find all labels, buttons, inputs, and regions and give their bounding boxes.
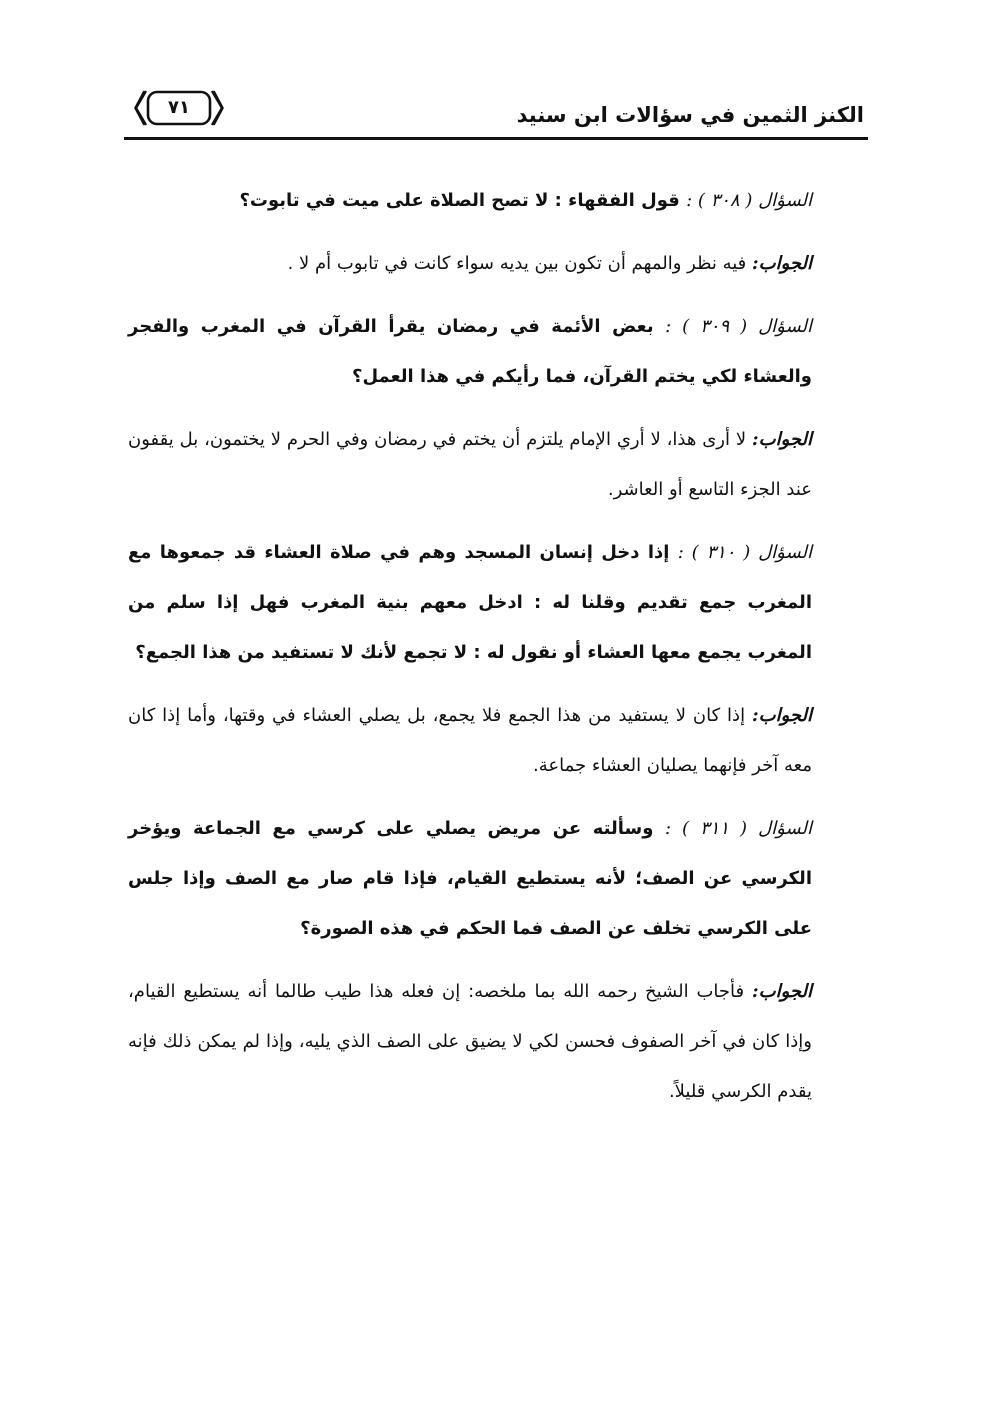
page-number-badge <box>134 88 224 128</box>
question-308 <box>128 176 864 226</box>
answer-text: فأجاب الشيخ رحمه الله بما ملخصه: إن فعله هذا طيب طالما أنه يستطيع القيام، وإذا كان في آخر الصفوف فحسن لكي لا يضيق على الصف الذي يليه، وإذا لم يمكن ذلك فإنه يقدم الكرسي قليلاً. <box>128 981 812 1102</box>
question-text: وسألته عن مريض يصلي على كرسي مع الجماعة ويؤخر الكرسي عن الصف؛ لأنه يستطيع القيام، فإذا قام صار مع الصف وإذا جلس على الكرسي تخلف عن الصف فما الحكم في هذه الصورة؟ <box>128 818 812 939</box>
page-number: ٧١ <box>168 97 190 118</box>
question-label: السؤال ( ٣٠٩ ) : <box>665 316 812 337</box>
question-311 <box>128 804 864 954</box>
question-309 <box>128 302 864 402</box>
answer-308 <box>128 239 864 289</box>
answer-label: الجواب: <box>751 705 812 726</box>
question-label: السؤال ( ٣١١ ) : <box>664 818 812 839</box>
page-header <box>124 78 868 140</box>
book-title: الكنز الثمين في سؤالات ابن سنيد <box>516 103 864 127</box>
answer-309 <box>128 415 864 515</box>
answer-text: إذا كان لا يستفيد من هذا الجمع فلا يجمع، بل يصلي العشاء في وقتها، وأما إذا كان معه آخر فإنهما يصليان العشاء جماعة. <box>128 705 812 776</box>
header-divider <box>124 137 868 140</box>
question-label: السؤال ( ٣٠٨ ) : <box>686 190 812 211</box>
question-label: السؤال ( ٣١٠ ) : <box>677 542 812 563</box>
answer-label: الجواب: <box>751 981 812 1002</box>
answer-label: الجواب: <box>752 253 812 274</box>
page-body <box>128 176 864 1130</box>
question-text: قول الفقهاء : لا تصح الصلاة على ميت في تابوت؟ <box>239 190 680 211</box>
question-text: بعض الأئمة في رمضان يقرأ القرآن في المغرب والفجر والعشاء لكي يختم القرآن، فما رأيكم في هذا العمل؟ <box>128 316 812 387</box>
answer-text: فيه نظر والمهم أن تكون بين يديه سواء كانت في تابوب أم لا . <box>287 253 747 274</box>
question-text: إذا دخل إنسان المسجد وهم في صلاة العشاء قد جمعوها مع المغرب جمع تقديم وقلنا له : ادخل معهم بنية المغرب فهل إذا سلم من المغرب يجمع معها العشاء أو نقول له : لا تجمع لأنك لا تستفيد من هذا الجمع؟ <box>128 542 812 663</box>
answer-text: لا أرى هذا، لا أري الإمام يلتزم أن يختم في رمضان وفي الحرم لا يختمون، بل يقفون عند الجزء التاسع أو العاشر. <box>128 429 812 500</box>
question-310 <box>128 528 864 678</box>
answer-label: الجواب: <box>752 429 812 450</box>
answer-310 <box>128 691 864 791</box>
answer-311 <box>128 967 864 1117</box>
